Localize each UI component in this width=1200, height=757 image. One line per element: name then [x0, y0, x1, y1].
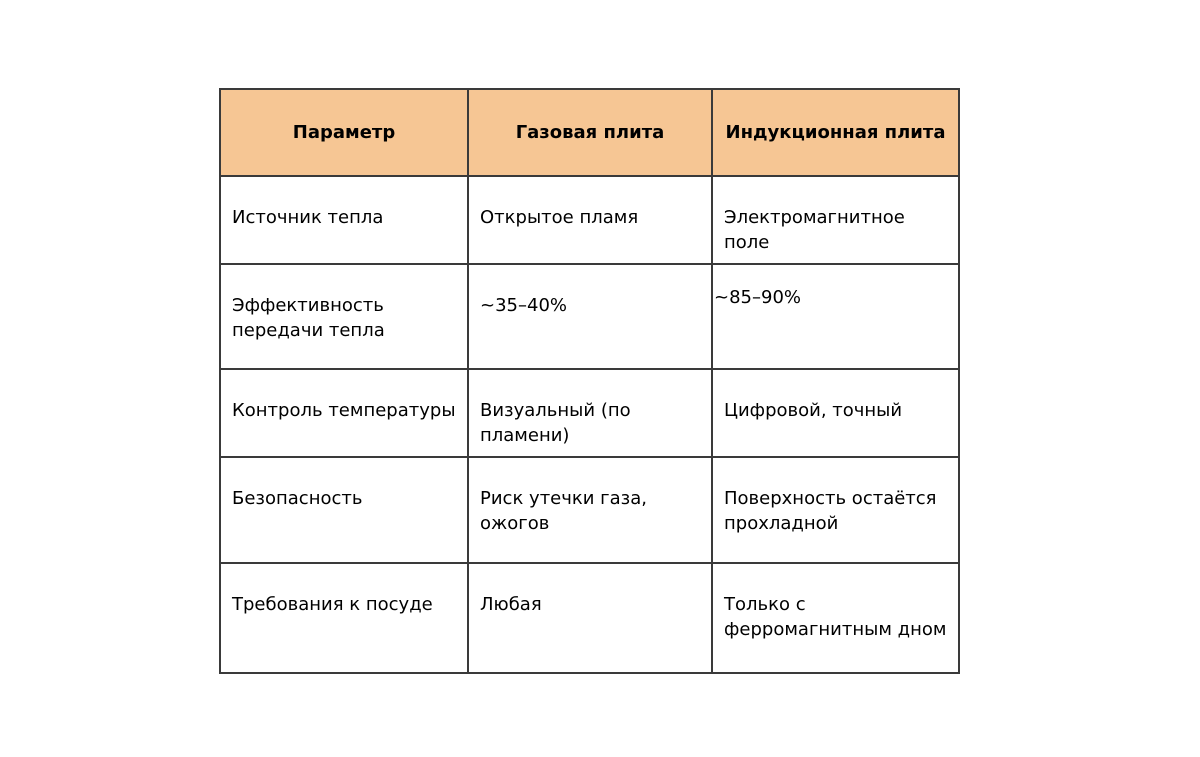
table-cell: Риск утечки газа, ожогов [468, 457, 712, 563]
table-row [220, 457, 959, 563]
table-cell: Открытое пламя [468, 176, 712, 264]
table-header-row [220, 89, 959, 176]
column-header: Индукционная плита [712, 89, 959, 176]
table-cell: Электромагнитное поле [712, 176, 959, 264]
comparison-table [219, 88, 960, 674]
table-cell: ~85–90% [712, 264, 959, 369]
table-cell: Требования к посуде [220, 563, 468, 673]
table-cell: Поверхность остаётся прохладной [712, 457, 959, 563]
table-row [220, 264, 959, 369]
table-cell: Безопасность [220, 457, 468, 563]
column-header: Газовая плита [468, 89, 712, 176]
table-row [220, 563, 959, 673]
table-cell: Только с ферромагнитным дном [712, 563, 959, 673]
table-row [220, 369, 959, 457]
table-body [220, 176, 959, 673]
table-cell: ~35–40% [468, 264, 712, 369]
table-cell: Контроль температуры [220, 369, 468, 457]
table-cell: Источник тепла [220, 176, 468, 264]
table-cell: Эффективность передачи тепла [220, 264, 468, 369]
table-cell: Цифровой, точный [712, 369, 959, 457]
table-cell: Любая [468, 563, 712, 673]
table-cell: Визуальный (по пламени) [468, 369, 712, 457]
table-row [220, 176, 959, 264]
column-header: Параметр [220, 89, 468, 176]
